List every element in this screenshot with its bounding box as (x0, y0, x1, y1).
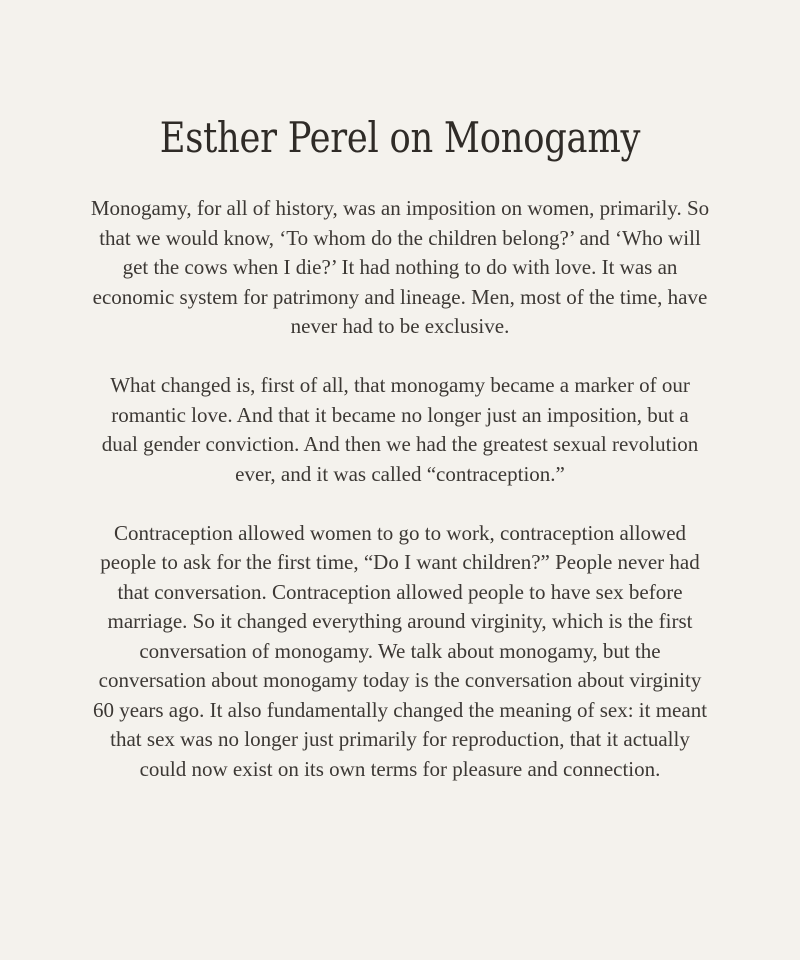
paragraph-2: What changed is, first of all, that monogamy became a marker of our romantic love. And that it became no longer just an imposition, but a dual gender conviction. And then we had the greatest sexual revolution ever, and it was called “contraception.” (101, 373, 699, 486)
paragraph-3: Contraception allowed women to go to work, contraception allowed people to ask for the first time, “Do I want children?” People never had that conversation. Contraception allowed people to have sex before marriage. So it changed everything around virginity, which is the first conversation of monogamy. We talk about monogamy, but the conversation about monogamy today is the conversation about virginity 60 years ago. It also fundamentally changed the meaning of sex: it meant that sex was no longer just primarily for reproduction, that it actually could now exist on its own terms for pleasure and connection. (92, 520, 708, 781)
quote-body (40, 194, 760, 814)
paragraph-1: Monogamy, for all of history, was an imposition on women, primarily. So that we would know, ‘To whom do the children belong?’ and ‘Who will get the cows when I die?’ It had nothing to do with love. It was an economic system for patrimony and lineage. Men, most of the time, have never had to be exclusive. (90, 196, 710, 338)
page-title: Esther Perel on Monogamy (159, 113, 641, 162)
